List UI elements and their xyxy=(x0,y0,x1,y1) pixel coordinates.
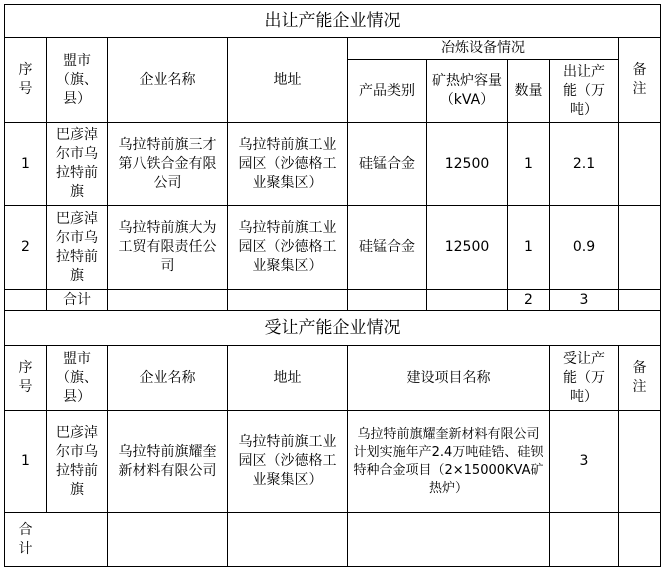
in-row1-capacity: 3 xyxy=(579,453,589,469)
row1-seq: 1 xyxy=(21,155,30,172)
row2-furnace-capacity: 12500 xyxy=(444,239,490,255)
row1-product-type: 硅锰合金 xyxy=(359,155,415,172)
header-furnace-capacity: 矿热炉容量（kVA） xyxy=(432,73,502,108)
row1-remarks xyxy=(619,123,660,205)
transfer-out-title: 出让产能企业情况 xyxy=(264,10,401,31)
row2-region: 巴彦淖尔市乌拉特前旗 xyxy=(56,210,98,284)
row2-count: 1 xyxy=(524,239,533,255)
in-total-label: 合计 xyxy=(18,521,33,557)
transfer-in-title: 受让产能企业情况 xyxy=(264,317,401,338)
row2-remarks xyxy=(619,206,660,289)
in-row1-region: 巴彦淖尔市乌拉特前旗 xyxy=(56,424,98,498)
in-header-company: 企业名称 xyxy=(139,369,196,386)
in-row1-company: 乌拉特前旗耀奎新材料有限公司 xyxy=(118,443,217,479)
grid-line xyxy=(4,512,661,513)
row2-address: 乌拉特前旗工业园区（沙德格工业聚集区） xyxy=(238,220,337,274)
row2-seq: 2 xyxy=(21,239,30,255)
total-label: 合计 xyxy=(63,291,91,308)
in-row1-seq: 1 xyxy=(21,453,30,469)
row1-capacity: 2.1 xyxy=(572,155,596,172)
in-header-region: 盟市（旗、县） xyxy=(56,350,98,405)
row1-region: 巴彦淖尔市乌拉特前旗 xyxy=(56,127,98,200)
total-count: 2 xyxy=(524,291,533,308)
row1-count: 1 xyxy=(524,155,533,172)
row2-company: 乌拉特前旗大为工贸有限责任公司 xyxy=(118,220,217,274)
row1-address: 乌拉特前旗工业园区（沙德格工业聚集区） xyxy=(238,136,337,191)
in-row1-project: 乌拉特前旗耀奎新材料有限公司计划实施年产2.4万吨硅锆、硅钡特种合金项目（2×15000KVA矿热炉） xyxy=(353,426,544,496)
in-header-remarks: 备注 xyxy=(632,360,647,395)
header-seq: 序号 xyxy=(18,62,33,97)
header-capacity: 出让产能（万吨） xyxy=(563,63,605,118)
in-header-seq: 序号 xyxy=(18,360,33,395)
in-header-project: 建设项目名称 xyxy=(406,369,491,386)
grid-line xyxy=(4,566,661,567)
header-product-type: 产品类别 xyxy=(359,82,415,99)
header-remarks: 备注 xyxy=(632,62,647,97)
in-row1-remarks xyxy=(619,411,660,512)
in-header-address: 地址 xyxy=(273,369,302,386)
header-smelting-group: 冶炼设备情况 xyxy=(441,40,525,56)
total-capacity: 3 xyxy=(579,291,589,308)
row2-product-type: 硅锰合金 xyxy=(359,239,415,255)
header-company: 企业名称 xyxy=(139,71,196,88)
header-count: 数量 xyxy=(514,82,543,99)
row2-capacity: 0.9 xyxy=(572,239,596,255)
header-address: 地址 xyxy=(273,71,302,88)
row1-company: 乌拉特前旗三才第八铁合金有限公司 xyxy=(118,136,217,191)
header-region: 盟市（旗、县） xyxy=(56,52,98,107)
in-row1-address: 乌拉特前旗工业园区（沙德格工业聚集区） xyxy=(238,434,337,488)
in-header-capacity: 受让产能（万吨） xyxy=(563,350,605,405)
row1-furnace-capacity: 12500 xyxy=(444,155,490,172)
grid-line xyxy=(660,4,661,567)
